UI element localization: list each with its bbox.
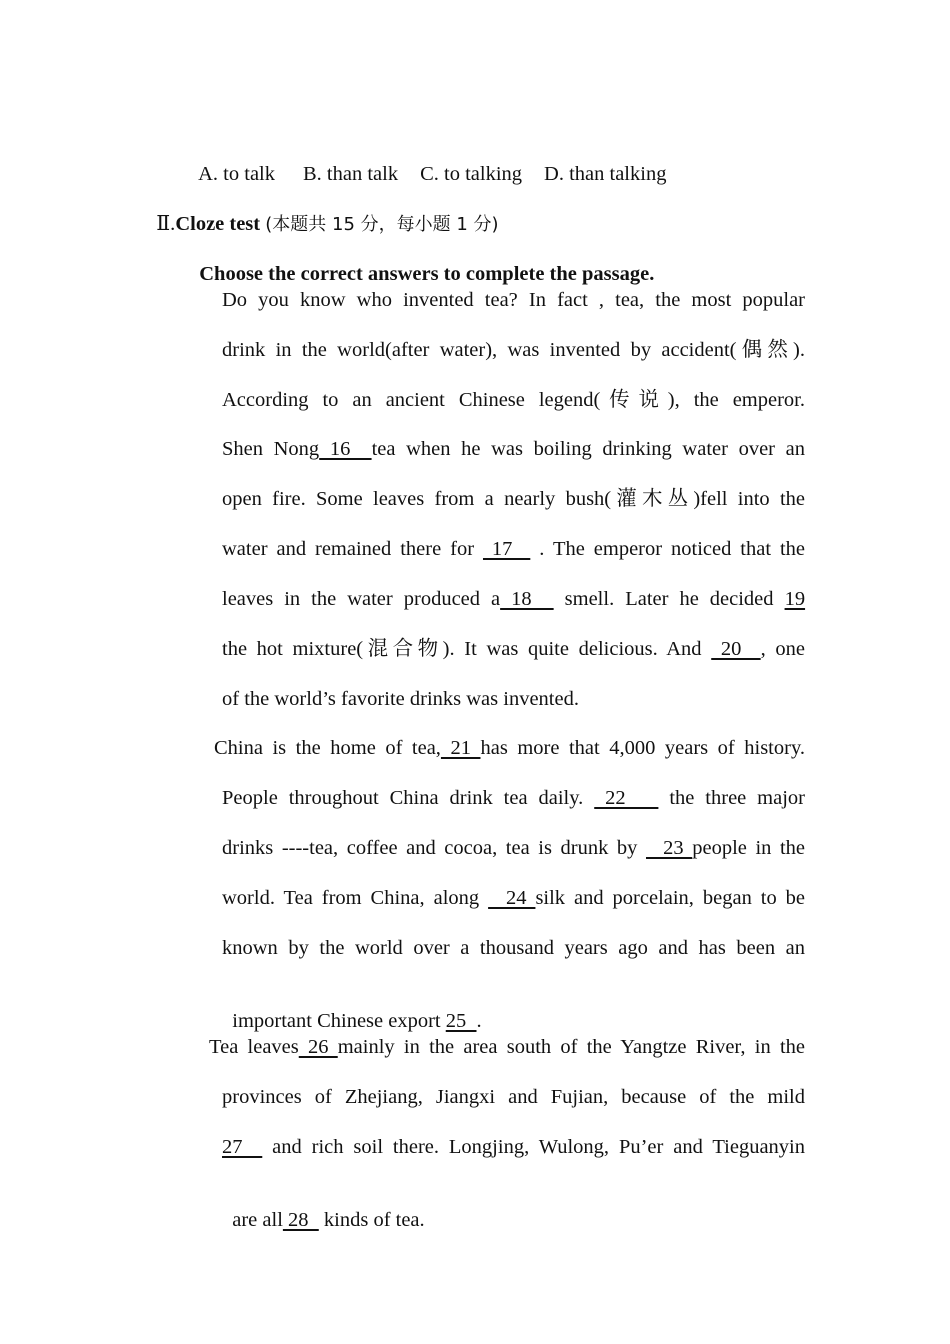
p1-line-2: drink in the world(after water), was invented by accident(偶然).: [222, 339, 805, 361]
text-fragment: and rich soil there. Longjing, Wulong, Pu’er and Tieguanyin: [272, 1136, 805, 1158]
text-fragment: kinds of tea.: [323, 1209, 425, 1231]
p3-line-1: [209, 1035, 805, 1059]
text-fragment: leaves in the water produced a: [222, 588, 501, 610]
text-fragment: mainly in the area south of the Yangtze River, in the: [337, 1036, 806, 1058]
text-fragment: are all: [232, 1209, 283, 1231]
p1-line-7: [222, 587, 805, 611]
text-fragment: water and remained there for: [222, 538, 475, 560]
blank-21: 21: [440, 737, 481, 759]
text-fragment: .: [476, 1010, 482, 1032]
blank-16: 16: [319, 438, 372, 460]
p1-line-3: According to an ancient Chinese legend(传说), the emperor.: [222, 389, 805, 411]
section-note: (本题共 15 分，每小题 1 分): [265, 214, 499, 235]
p1-line-1: Do you know who invented tea? In fact , tea, the most popular: [222, 289, 805, 311]
text-fragment: people in the: [692, 837, 806, 859]
text-fragment: Tea leaves: [209, 1036, 299, 1058]
option-c: C. to talking: [420, 163, 523, 185]
p1-line-4: [222, 437, 805, 461]
blank-24: 24: [488, 887, 536, 909]
blank-23: 23: [646, 837, 693, 859]
text-fragment: the three major: [669, 787, 806, 809]
blank-18: 18: [500, 588, 554, 610]
p1-line-6: [222, 537, 805, 561]
text-fragment: drinks ----tea, coffee and cocoa, tea is drunk by: [222, 837, 638, 859]
blank-22: 22: [594, 787, 659, 809]
text-fragment: smell. Later he decided: [564, 588, 774, 610]
p2-line-3: [222, 836, 805, 860]
p1-line-5: open fire. Some leaves from a nearly bush(灌木丛)fell into the: [222, 488, 805, 510]
p3-line-2: provinces of Zhejiang, Jiangxi and Fujian, because of the mild: [222, 1086, 805, 1108]
p3-line-4: [222, 1184, 425, 1232]
p2-line-1: [214, 736, 805, 760]
text-fragment: tea when he was boiling drinking water over an: [371, 438, 805, 460]
text-fragment: has more that 4,000 years of history.: [480, 737, 805, 759]
text-fragment: People throughout China drink tea daily.: [222, 787, 584, 809]
section-numeral: Ⅱ.: [156, 213, 176, 235]
section-title: Cloze test: [175, 213, 261, 235]
option-a: A. to talk: [198, 163, 275, 185]
text-fragment: world. Tea from China, along: [222, 887, 480, 909]
section-heading: [146, 188, 499, 237]
text-fragment: important Chinese export: [232, 1010, 441, 1032]
p2-line-6: [222, 985, 482, 1033]
blank-26: 26: [298, 1036, 338, 1058]
p2-line-2: [222, 786, 805, 810]
option-d: D. than talking: [544, 163, 667, 185]
instruction-text: Choose the correct answers to complete the passage.: [199, 263, 655, 285]
instruction: [189, 238, 654, 286]
text-fragment: . The emperor noticed that the: [539, 538, 806, 560]
p1-line-8: [222, 637, 805, 661]
blank-17: 17: [482, 538, 531, 560]
blank-20: 20: [711, 638, 761, 660]
blank-27: 27: [222, 1136, 263, 1158]
p2-line-4: [222, 886, 805, 910]
blank-19: 19: [784, 588, 806, 610]
text-fragment: the hot mixture(混合物). It was quite delicious. And: [222, 638, 702, 660]
blank-25: 25: [445, 1010, 477, 1032]
p1-line-9: of the world’s favorite drinks was invented.: [222, 688, 579, 710]
p3-line-3: [222, 1135, 805, 1159]
text-fragment: China is the home of tea,: [214, 737, 441, 759]
option-b: B. than talk: [303, 163, 399, 185]
text-fragment: , one: [760, 638, 806, 660]
p2-line-5: known by the world over a thousand years ago and has been an: [222, 937, 805, 959]
options-line: [189, 138, 666, 186]
text-fragment: Shen Nong: [222, 438, 320, 460]
text-fragment: silk and porcelain, began to be: [535, 887, 806, 909]
blank-28: 28: [282, 1209, 319, 1231]
